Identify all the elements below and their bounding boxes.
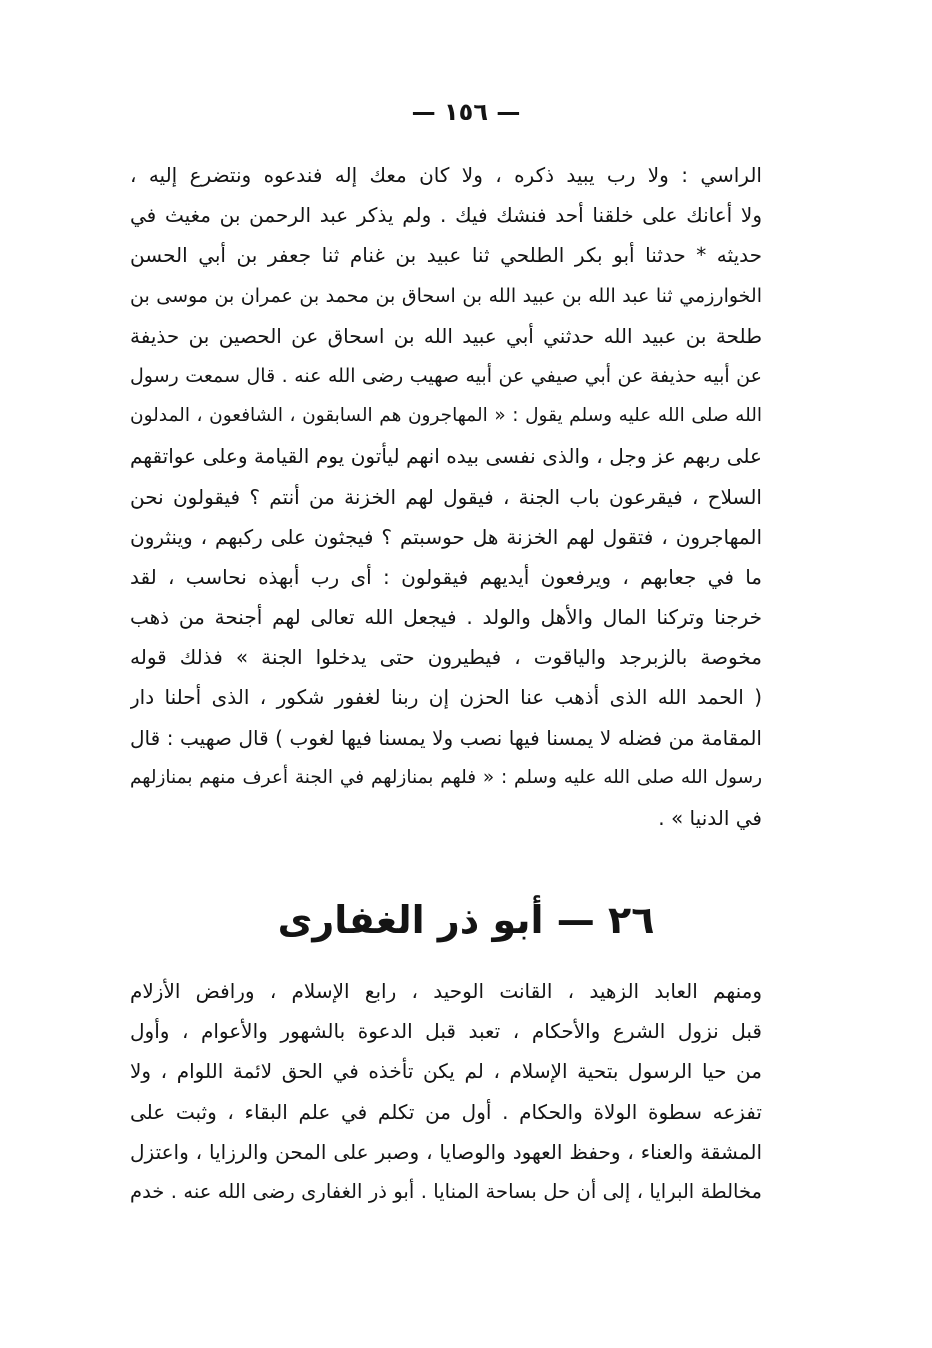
text-line: ولا أعانك على خلقنا أحد فنشك فيك . ولم يذكر عبد الرحمن بن مغيث في [130, 203, 762, 228]
text-line: مخوصة بالزبرجد والياقوت ، فيطيرون حتى يدخلوا الجنة » فذلك قوله [130, 645, 762, 670]
text-line: المقامة من فضله لا يمسنا فيها نصب ولا يمسنا فيها لغوب ) قال صهيب : قال [130, 725, 762, 750]
text-line: مخالطة البرايا ، إلى أن حل بساحة المنايا . أبو ذر الغفارى رضى الله عنه . خدم [130, 1179, 762, 1203]
text-line: تفزعه سطوة الولاة والحكام . أول من تكلم في علم البقاء ، وثبت على [130, 1099, 762, 1124]
text-line: المهاجرون ، فتقول لهم الخزنة هل حوسبتم ؟ فيجثون على ركبهم ، وينثرون [130, 524, 762, 549]
text-line: قبل نزول الشرع والأحكام ، تعبد قبل الدعوة بالشهور والأعوام ، وأول [130, 1019, 762, 1044]
text-line: خرجنا وتركنا المال والأهل والولد . فيجعل الله تعالى لهم أجنحة من ذهب [130, 605, 762, 630]
text-line: في الدنيا » . [658, 806, 762, 830]
text-line: المشقة والعناء ، وحفظ العهود والوصايا ، وصبر على المحن والرزايا ، واعتزل [130, 1139, 762, 1164]
text-line: الراسي : ولا رب يبيد ذكره ، ولا كان معك إله فندعوه ونتضرع إليه ، [130, 163, 762, 187]
text-line: الله صلى الله عليه وسلم يقول : « المهاجرون هم السابقون ، الشافعون ، المدلون [130, 405, 762, 427]
text-line: الخوارزمي ثنا عبد الله بن عبيد الله بن اسحاق بن محمد بن عمران بن موسى بن [130, 284, 762, 307]
page-number: — ١٥٦ — [411, 98, 521, 126]
text-line: حديثه * حدثنا أبو بكر الطلحي ثنا عبيد بن غنام ثنا جعفر بن أبي الحسن [130, 243, 762, 268]
text-line: ( الحمد الله الذى أذهب عنا الحزن إن ربنا لغفور شكور ، الذى أحلنا دار [130, 685, 762, 710]
text-line: رسول الله صلى الله عليه وسلم : « فلهم بمنازلهم في الجنة أعرف منهم بمنازلهم [130, 766, 762, 788]
text-line: عن أبيه حذيفة عن أبي صيفي عن أبيه صهيب رضى الله عنه . قال سمعت رسول [130, 364, 762, 387]
text-line: ومنهم العابد الزهيد ، القانت الوحيد ، رابع الإسلام ، ورافض الأزلام [130, 979, 762, 1003]
hadith-paragraph [130, 155, 762, 838]
text-line: على ربهم عز وجل ، والذى نفسى بيده انهم ليأتون يوم القيامة وعلى عواتقهم [130, 444, 762, 469]
text-line: السلاح ، فيقرعون باب الجنة ، فيقول لهم الخزنة من أنتم ؟ فيقولون نحن [130, 484, 762, 509]
chapter-title: ٢٦ — أبو ذر الغفارى [277, 898, 655, 942]
biography-paragraph [130, 971, 762, 1212]
text-line: طلحة بن عبيد الله حدثني أبي عبيد الله بن اسحاق عن الحصين بن حذيفة [130, 323, 762, 348]
text-line: من حيا الرسول بتحية الإسلام ، لم يكن تأخذه في الحق لائمة اللوام ، ولا [130, 1059, 762, 1084]
text-line: ما في جعابهم ، ويرفعون أيديهم فيقولون : أى رب أبهذه نحاسب ، لقد [130, 564, 762, 589]
